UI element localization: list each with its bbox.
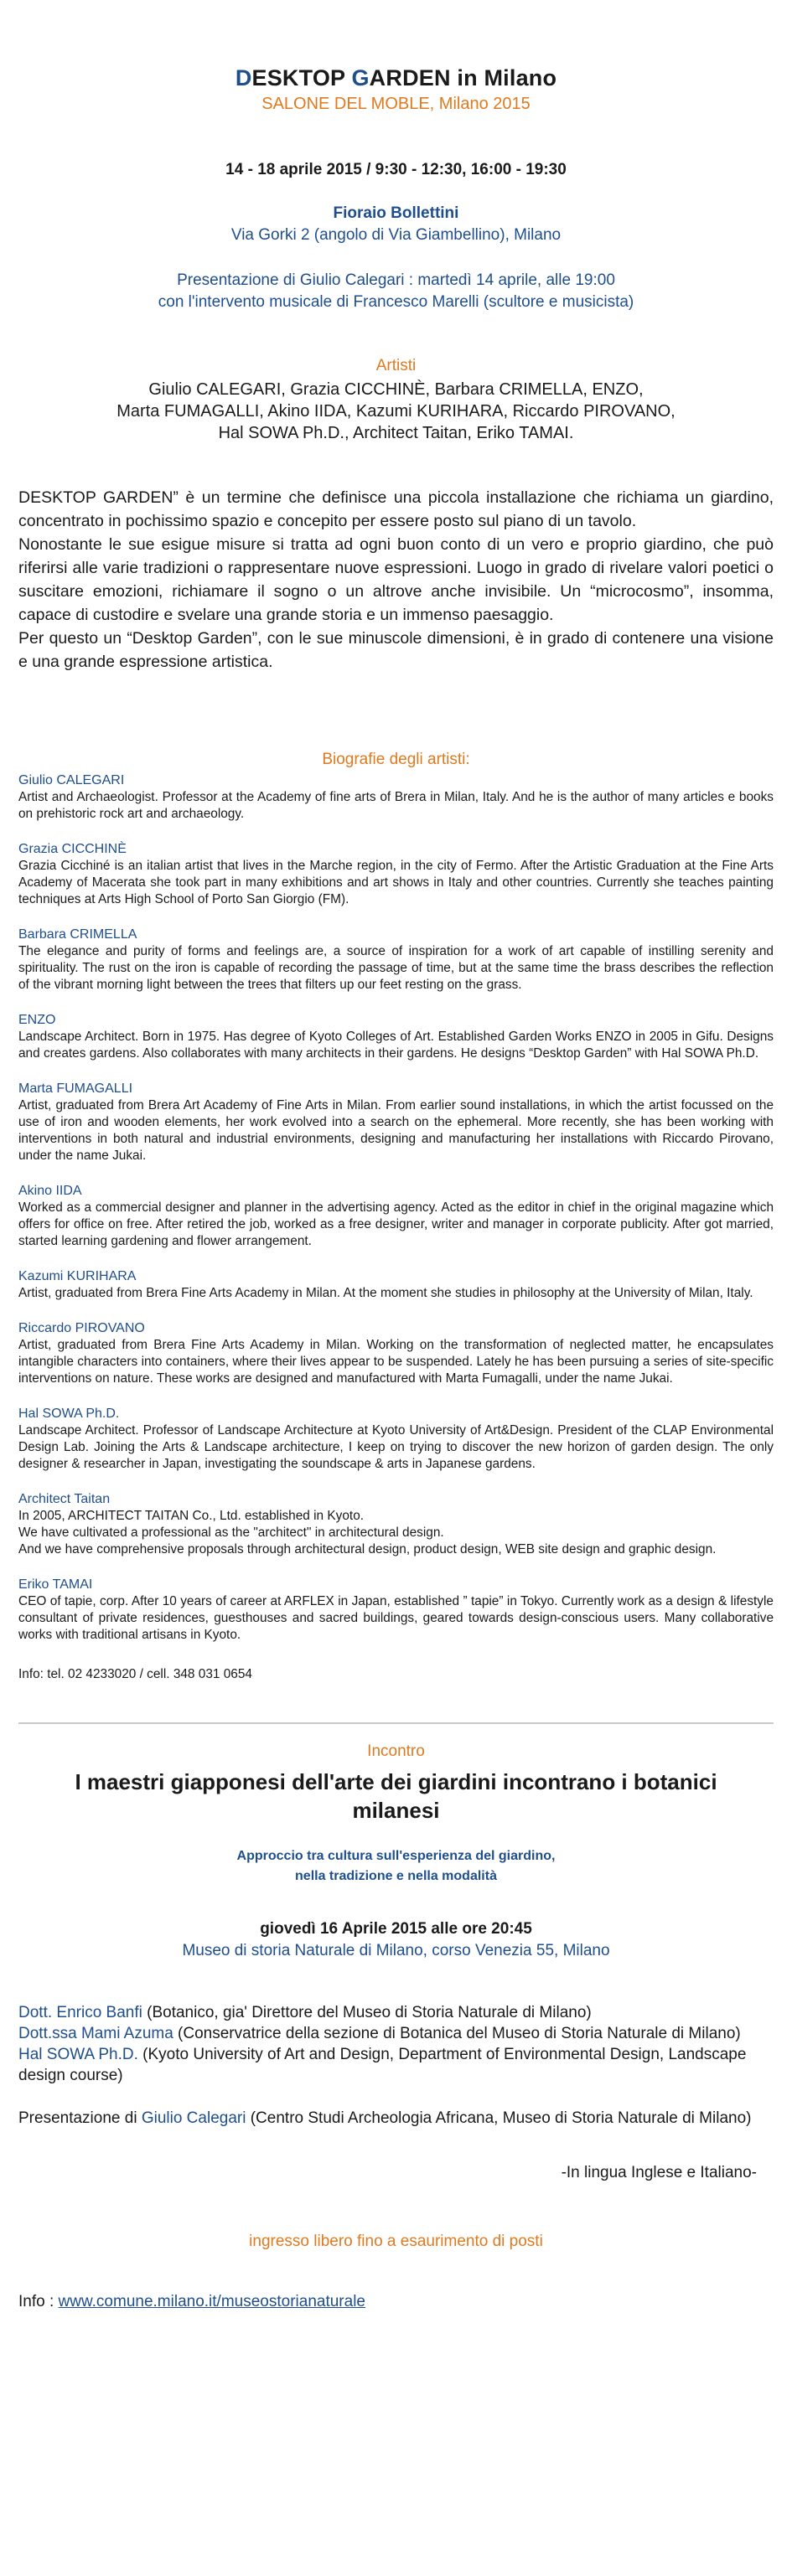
speaker-role: (Botanico, gia' Direttore del Museo di Storia Naturale di Milano) bbox=[142, 2004, 592, 2021]
intro-paragraph-1: DESKTOP GARDEN” è un termine che definisce una piccola installazione che richiama un giardino, concentrato in pochissimo spazio e concepito per essere posto sul piano di un tavolo. bbox=[18, 488, 774, 530]
approach-line-2: nella tradizione e nella modalità bbox=[295, 1869, 497, 1883]
title-part-rest: ARDEN in Milano bbox=[369, 65, 557, 90]
artists-line-3: Hal SOWA Ph.D., Architect Taitan, Eriko TAMAI. bbox=[218, 424, 574, 442]
meeting-place: Museo di storia Naturale di Milano, corso Venezia 55, Milano bbox=[182, 1942, 610, 1959]
language-note: -In lingua Inglese e Italiano- bbox=[561, 2164, 757, 2181]
presentation-suffix: (Centro Studi Archeologia Africana, Museo di Storia Naturale di Milano) bbox=[246, 2109, 752, 2127]
speaker-name: Hal SOWA Ph.D. bbox=[18, 2046, 138, 2063]
venue-address: Via Gorki 2 (angolo di Via Giambellino), Milano bbox=[230, 226, 562, 244]
bio-item bbox=[18, 1183, 774, 1250]
bio-text: The elegance and purity of forms and feelings are, a source of inspiration for a work of art capable of instilling serenity and spirituality. The rust on the iron is capable of recording the passage of time, but at the same time the brass describes the reflection of the vibrant morning light between the trees that filters up our feet resting on the grass. bbox=[18, 944, 774, 992]
bio-text: Artist, graduated from Brera Fine Arts Academy in Milan. Working on the transformation of neglected matter, he encapsulates intangible characters into containers, where their lives appear to be suspended. Lately he has been pursuing a series of site-specific interventions on nature. These works are designed and manufactured with Marta Fumagalli, under the name Jukai. bbox=[18, 1338, 774, 1386]
bio-text: Artist and Archaeologist. Professor at the Academy of fine arts of Brera in Milan, Italy. And he is the author of many articles e books on prehistoric rock art and archaeology. bbox=[18, 790, 774, 821]
speaker-item bbox=[18, 2002, 774, 2023]
bio-item bbox=[18, 1491, 774, 1558]
meeting-presentation bbox=[18, 2108, 774, 2129]
bio-text: Worked as a commercial designer and planner in the advertising agency. Acted as the editor in chief in the original magazine which offers for office on free. After retired the job, worked as a free designer, writer and manager in corporate publicity. After got married, started learning gardening and flower arrangement. bbox=[18, 1200, 774, 1248]
bio-item bbox=[18, 927, 774, 994]
page-subtitle: SALONE DEL MOBLE, Milano 2015 bbox=[261, 95, 531, 113]
presentation-line-2: con l'intervento musicale di Francesco Marelli (scultore e musicista) bbox=[158, 293, 634, 311]
page-title bbox=[18, 65, 774, 91]
title-initial-d: D bbox=[235, 65, 252, 90]
speaker-role: (Conservatrice della sezione di Botanica del Museo di Storia Naturale di Milano) bbox=[173, 2025, 741, 2042]
speaker-role: (Kyoto University of Art and Design, Department of Environmental Design, Landscape design course) bbox=[18, 2046, 747, 2084]
meeting-title-line-2: milanesi bbox=[352, 1798, 440, 1823]
bio-item bbox=[18, 1268, 774, 1302]
footer-info bbox=[18, 2293, 774, 2311]
speaker-item bbox=[18, 2023, 774, 2044]
bio-item bbox=[18, 1012, 774, 1062]
speaker-item bbox=[18, 2044, 774, 2086]
bio-item bbox=[18, 1577, 774, 1644]
artists-line-2: Marta FUMAGALLI, Akino IIDA, Kazumi KURIHARA, Riccardo PIROVANO, bbox=[116, 402, 676, 421]
bio-name: Riccardo PIROVANO bbox=[18, 1321, 145, 1335]
meeting-date: giovedì 16 Aprile 2015 alle ore 20:45 bbox=[260, 1920, 532, 1938]
bio-text: Landscape Architect. Born in 1975. Has degree of Kyoto Colleges of Art. Established Garden Works ENZO in 2005 in Gifu. Designs and creates gardens. Also collaborates with many architects in their gardens. He designs “Desktop Garden” with Hal SOWA Ph.D. bbox=[18, 1030, 774, 1061]
bio-name: Architect Taitan bbox=[18, 1492, 111, 1506]
intro-paragraph-3: Per questo un “Desktop Garden”, con le sue minuscole dimensioni, è in grado di contenere una visione e una grande espressione artistica. bbox=[18, 629, 774, 671]
bio-name: Marta FUMAGALLI bbox=[18, 1082, 133, 1096]
bio-item bbox=[18, 1081, 774, 1164]
bio-name: Akino IIDA bbox=[18, 1184, 82, 1198]
speakers-list bbox=[18, 2002, 774, 2086]
venue-name: Fioraio Bollettini bbox=[333, 204, 459, 222]
presentation-prefix: Presentazione di bbox=[18, 2109, 142, 2127]
approach-line-1: Approccio tra cultura sull'esperienza del giardino, bbox=[236, 1849, 556, 1863]
presentation-info bbox=[18, 270, 774, 313]
footer-info-prefix: Info : bbox=[18, 2293, 59, 2310]
intro-paragraph-2: Nonostante le sue esigue misure si tratta ad ogni buon conto di un vero e proprio giardino, che può riferirsi alle varie tradizioni o rappresentare nuove espressioni. Luogo in grado di rivelare valori poetici o suscitare emozioni, richiamare il sogno o un altrove anche invisibile. Un “microcosmo”, insomma, capace di custodire e svelare una grande storia e un immenso paesaggio. bbox=[18, 535, 774, 624]
presenter-name: Giulio Calegari bbox=[141, 2109, 246, 2127]
bio-name: Hal SOWA Ph.D. bbox=[18, 1407, 120, 1421]
section-divider bbox=[18, 1722, 774, 1724]
speaker-name: Dott.ssa Mami Azuma bbox=[18, 2025, 173, 2042]
biographies-heading: Biografie degli artisti: bbox=[322, 751, 470, 768]
bio-text: Artist, graduated from Brera Fine Arts Academy in Milan. At the moment she studies in philosophy at the University of Milan, Italy. bbox=[18, 1286, 753, 1300]
bio-text: Artist, graduated from Brera Art Academy of Fine Arts in Milan. From earlier sound installations, in which the artist focussed on the use of iron and wooden elements, her work evolved into a search on the ephemeral. More recently, she has been working with interventions in both natural and industrial environments, designing and manufacturing her installations with Riccardo Pirovano, under the name Jukai. bbox=[18, 1098, 774, 1163]
bio-name: Grazia CICCHINÈ bbox=[18, 842, 127, 856]
bio-name: ENZO bbox=[18, 1013, 56, 1027]
bio-name: Kazumi KURIHARA bbox=[18, 1269, 137, 1283]
museum-website-link[interactable]: www.comune.milano.it/museostorianaturale bbox=[58, 2293, 365, 2310]
meeting-approach bbox=[18, 1846, 774, 1887]
bio-text: Grazia Cicchiné is an italian artist that lives in the Marche region, in the city of Fermo. After the Artistic Graduation at the Fine Arts Academy of Macerata she took part in many exhibitions and art shows in Italy and other countries. Currently she teaches painting techniques at Arts High School of Porto San Giorgio (FM). bbox=[18, 859, 774, 906]
bio-item bbox=[18, 1406, 774, 1473]
intro-text bbox=[18, 486, 774, 674]
artists-heading: Artisti bbox=[375, 357, 417, 374]
document-page bbox=[0, 65, 792, 2345]
bio-text: CEO of tapie, corp. After 10 years of career at ARFLEX in Japan, established ” tapie” in Tokyo. Currently work as a design & lifestyle consultant of private residences, guesthouses and sacred buildings, geared towards design-conscious users. Many collaborative works with traditional artisans in Kyoto. bbox=[18, 1594, 774, 1642]
exhibition-dates: 14 - 18 aprile 2015 / 9:30 - 12:30, 16:00 - 19:30 bbox=[225, 161, 567, 178]
bio-item bbox=[18, 841, 774, 908]
bio-name: Barbara CRIMELLA bbox=[18, 927, 137, 942]
title-part-esktop: ESKTOP bbox=[251, 65, 352, 90]
title-initial-g: G bbox=[351, 65, 370, 90]
artists-list bbox=[18, 379, 774, 444]
biographies-list bbox=[18, 772, 774, 1644]
bio-text: Landscape Architect. Professor of Landscape Architecture at Kyoto University of Art&Design. President of the CLAP Environmental Design Lab. Joining the Arts & Landscape architecture, I keep on trying to discover the new horizon of garden design. The only designer & researcher in Japan, investigating the soundscape & arts in Japanese gardens. bbox=[18, 1423, 774, 1471]
meeting-title bbox=[18, 1768, 774, 1825]
bio-name: Giulio CALEGARI bbox=[18, 773, 125, 787]
bio-item bbox=[18, 1320, 774, 1387]
speaker-name: Dott. Enrico Banfi bbox=[18, 2004, 142, 2021]
presentation-line-1: Presentazione di Giulio Calegari : martedì 14 aprile, alle 19:00 bbox=[177, 271, 615, 289]
contact-info: Info: tel. 02 4233020 / cell. 348 031 0654 bbox=[18, 1667, 252, 1681]
admission-note: ingresso libero fino a esaurimento di posti bbox=[249, 2233, 543, 2250]
bio-name: Eriko TAMAI bbox=[18, 1577, 93, 1592]
meeting-title-line-1: I maestri giapponesi dell'arte dei giardini incontrano i botanici bbox=[75, 1769, 717, 1794]
bio-text: In 2005, ARCHITECT TAITAN Co., Ltd. established in Kyoto. We have cultivated a professional as the "architect" in architectural design. And we have comprehensive proposals through architectural design, product design, WEB site design and graphic design. bbox=[18, 1509, 717, 1556]
bio-item bbox=[18, 772, 774, 823]
artists-line-1: Giulio CALEGARI, Grazia CICCHINÈ, Barbara CRIMELLA, ENZO, bbox=[148, 380, 644, 399]
meeting-label: Incontro bbox=[367, 1742, 425, 1760]
